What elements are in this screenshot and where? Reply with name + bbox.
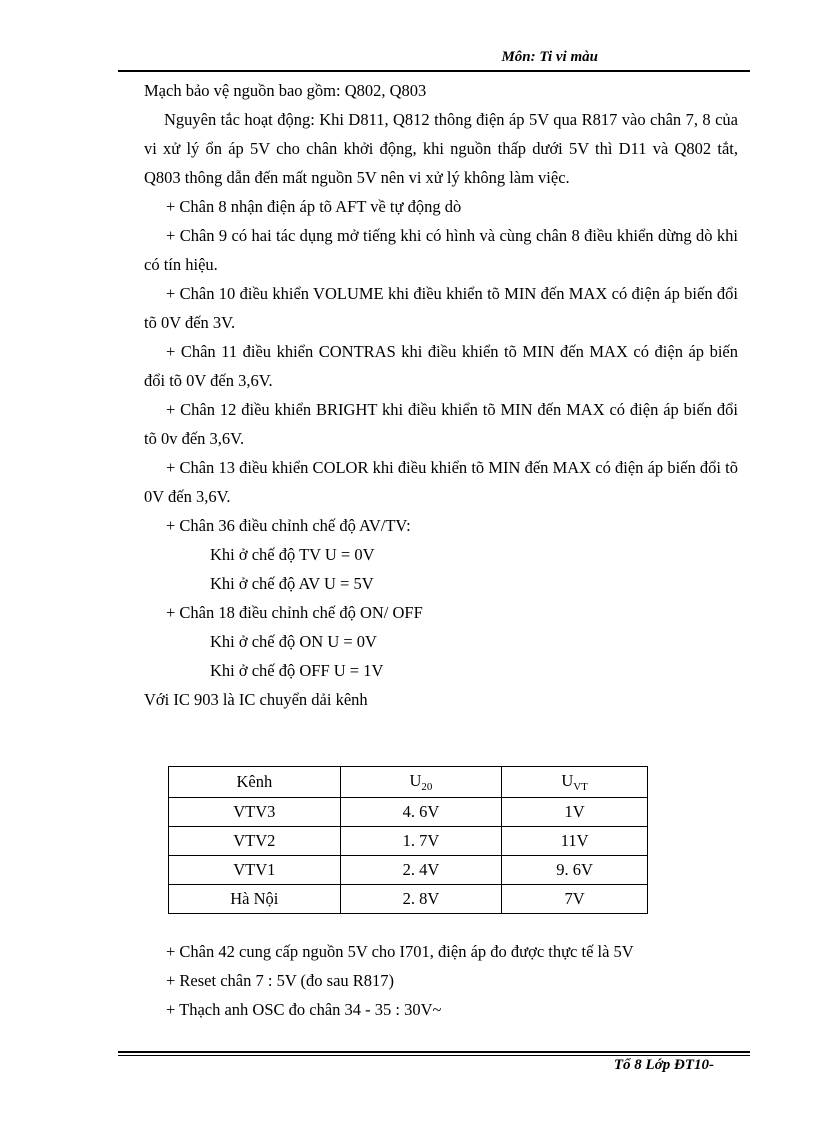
cell-kenh: VTV2	[169, 827, 341, 856]
cell-uvt: 7V	[502, 885, 648, 914]
table-row	[169, 885, 648, 914]
table-header-row	[169, 767, 648, 798]
paragraph-intro: Mạch bảo vệ nguồn bao gồm: Q802, Q803	[144, 81, 427, 100]
cell-u20: 2. 8V	[340, 885, 502, 914]
header-uvt-sub: VT	[573, 781, 588, 793]
header-u20-base: U	[409, 771, 422, 790]
cell-kenh: Hà Nội	[169, 885, 341, 914]
paragraph-pin18: + Chân 18 điều chỉnh chế độ ON/ OFF	[166, 603, 423, 622]
header-u20	[340, 767, 502, 798]
footer-label: Tổ 8 Lớp ĐT10-	[613, 1057, 714, 1073]
footer-rule-thick	[118, 1051, 750, 1053]
note-osc: + Thạch anh OSC đo chân 34 - 35 : 30V~	[166, 1000, 442, 1019]
paragraph-pin8: + Chân 8 nhận điện áp tõ AFT về tự động dò	[166, 197, 462, 216]
cell-u20: 1. 7V	[340, 827, 502, 856]
paragraph-pin10: + Chân 10 điều khiển VOLUME khi điều khiển tõ MIN đến MAX có điện áp biến đổi tõ 0V đến 3V.	[144, 284, 738, 332]
cell-u20: 2. 4V	[340, 856, 502, 885]
header-kenh: Kênh	[169, 767, 341, 798]
cell-uvt: 9. 6V	[502, 856, 648, 885]
header-u20-sub: 20	[421, 781, 433, 793]
footer-rule-thin	[118, 1055, 750, 1056]
table-row	[169, 827, 648, 856]
after-table-notes	[166, 937, 634, 1024]
paragraph-tv-mode: Khi ở chế độ TV U = 0V	[210, 545, 375, 564]
paragraph-pin36: + Chân 36 điều chỉnh chế độ AV/TV:	[166, 516, 411, 535]
cell-kenh: VTV1	[169, 856, 341, 885]
header-uvt-base: U	[561, 771, 574, 790]
paragraph-on-mode: Khi ở chế độ ON U = 0V	[210, 632, 377, 651]
header-subject: Môn: Ti vi màu	[501, 49, 598, 65]
paragraph-off-mode: Khi ở chế độ OFF U = 1V	[210, 661, 384, 680]
cell-u20: 4. 6V	[340, 798, 502, 827]
paragraph-av-mode: Khi ở chế độ AV U = 5V	[210, 574, 374, 593]
cell-uvt: 11V	[502, 827, 648, 856]
paragraph-ic903: Với IC 903 là IC chuyển dải kênh	[144, 690, 368, 709]
paragraph-pin13: + Chân 13 điều khiển COLOR khi điều khiển tõ MIN đến MAX có điện áp biến đổi tõ 0V đến 3,6V.	[144, 458, 738, 506]
paragraph-pin11: + Chân 11 điều khiển CONTRAS khi điều khiển tõ MIN đến MAX có điện áp biến đổi tõ 0V đến 3,6V.	[144, 342, 738, 390]
cell-uvt: 1V	[502, 798, 648, 827]
table-row	[169, 856, 648, 885]
document-body	[144, 76, 738, 714]
paragraph-pin9: + Chân 9 có hai tác dụng mở tiếng khi có hình và cùng chân 8 điều khiển dừng dò khi có tín hiệu.	[144, 226, 738, 274]
paragraph-pin12: + Chân 12 điều khiển BRIGHT khi điều khiển tõ MIN đến MAX có điện áp biến đổi tõ 0v đến 3,6V.	[144, 400, 738, 448]
header-uvt	[502, 767, 648, 798]
cell-kenh: VTV3	[169, 798, 341, 827]
paragraph-principle: Nguyên tắc hoạt động: Khi D811, Q812 thông điện áp 5V qua R817 vào chân 7, 8 của vi xử lý ổn áp 5V cho chân khởi động, khi nguồn thấp dưới 5V thì D11 và Q802 tắt, Q803 thông dẫn đến mất nguồn 5V nên vi xử lý không làm việc.	[144, 110, 738, 187]
channel-table	[168, 766, 648, 914]
table-row	[169, 798, 648, 827]
note-reset: + Reset chân 7 : 5V (đo sau R817)	[166, 971, 395, 990]
note-pin42: + Chân 42 cung cấp nguồn 5V cho I701, điện áp đo được thực tế là 5V	[166, 942, 634, 961]
header-rule	[118, 70, 750, 72]
